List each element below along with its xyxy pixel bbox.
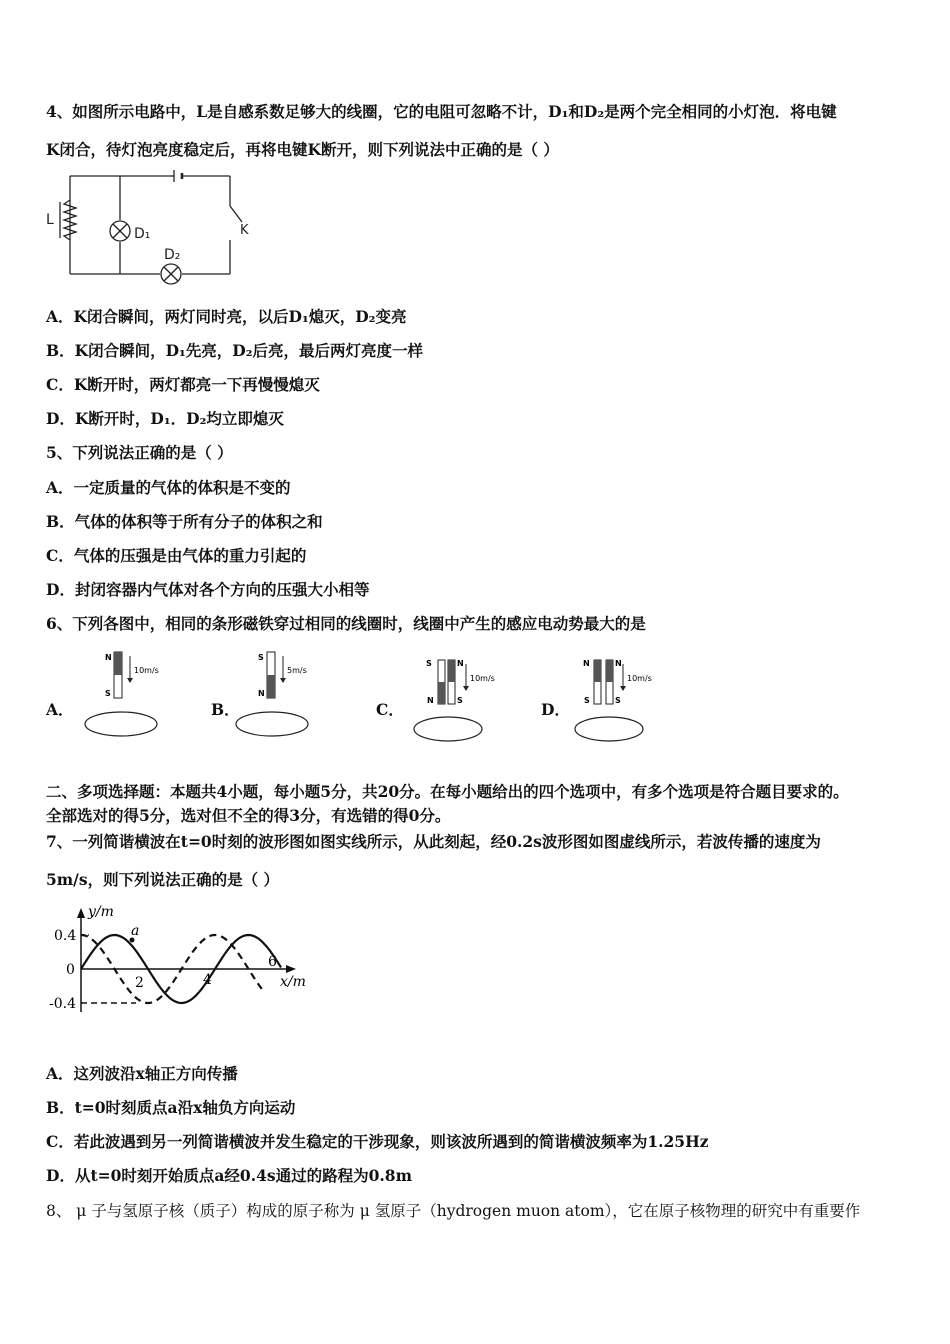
- q6-choice-d-letter: D．: [541, 700, 570, 719]
- q6-choice-c-letter: C．: [376, 700, 404, 719]
- q4-stem-line1: 4、如图所示电路中，L是自感系数足够大的线圈，它的电阻可忽略不计，D₁和D₂是两个完全相同的小灯泡．将电键: [46, 102, 837, 121]
- q6d-right-top: N: [615, 659, 622, 668]
- q6b-pole-bottom: N: [258, 689, 265, 698]
- y-axis-label: y/m: [88, 904, 114, 920]
- q6c-speed: 10m/s: [470, 674, 495, 683]
- x-axis-label: x/m: [280, 974, 306, 990]
- section2-line2: 全部选对的得5分，选对但不全的得3分，有选错的得0分。: [46, 806, 451, 825]
- q5-option-a: A．一定质量的气体的体积是不变的: [46, 478, 291, 497]
- q6-choice-c-figure: [410, 648, 510, 746]
- q6d-left-bottom: S: [584, 696, 590, 705]
- y-tick-neg0.4: -0.4: [49, 996, 76, 1012]
- switch-k-label: K: [240, 223, 249, 238]
- q4-circuit-diagram: [40, 168, 260, 288]
- q8-stem: 8、 μ 子与氢原子核（质子）构成的原子称为 μ 氢原子（hydrogen muon atom），它在原子核物理的研究中有重要作: [46, 1202, 861, 1220]
- q7-stem-line1: 7、一列简谐横波在t=0时刻的波形图如图实线所示，从此刻起，经0.2s波形图如图虚线所示，若波传播的速度为: [46, 832, 821, 851]
- lamp-d1-label: D₁: [134, 226, 151, 242]
- q7-option-c: C．若此波遇到另一列简谐横波并发生稳定的干涉现象，则该波所遇到的简谐横波频率为1.25Hz: [46, 1132, 709, 1151]
- q6-choice-a-letter: A．: [46, 700, 74, 719]
- q7-option-a: A．这列波沿x轴正方向传播: [46, 1064, 238, 1083]
- y-tick-0.4: 0.4: [54, 928, 77, 944]
- q6-choice-b-letter: B．: [211, 700, 240, 719]
- q6d-left-top: N: [583, 659, 590, 668]
- q6-stem: 6、下列各图中，相同的条形磁铁穿过相同的线圈时，线圈中产生的感应电动势最大的是: [46, 614, 646, 633]
- q6c-right-bottom: S: [457, 696, 463, 705]
- q6c-left-bottom: N: [427, 696, 434, 705]
- lamp-d2-label: D₂: [164, 247, 181, 263]
- q6c-right-top: N: [457, 659, 464, 668]
- q6b-speed: 5m/s: [287, 666, 307, 675]
- x-tick-2: 2: [135, 975, 144, 991]
- q5-option-b: B．气体的体积等于所有分子的体积之和: [46, 512, 323, 531]
- q6b-pole-top: S: [258, 653, 264, 662]
- q6-choice-d-figure: [572, 648, 672, 746]
- point-a-label: a: [131, 923, 140, 939]
- q7-option-d: D．从t=0时刻开始质点a经0.4s通过的路程为0.8m: [46, 1166, 412, 1185]
- q5-option-d: D．封闭容器内气体对各个方向的压强大小相等: [46, 580, 370, 599]
- q4-stem-line2: K闭合，待灯泡亮度稳定后，再将电键K断开，则下列说法中正确的是（ ）: [46, 140, 559, 159]
- coil-label: L: [46, 212, 54, 228]
- q6a-pole-bottom: S: [105, 689, 111, 698]
- q6d-speed: 10m/s: [627, 674, 652, 683]
- q7-stem-line2: 5m/s，则下列说法正确的是（ ）: [46, 870, 279, 889]
- x-tick-6: 6: [268, 954, 277, 970]
- q6-choice-a-figure: [82, 648, 172, 743]
- q6a-speed: 10m/s: [134, 666, 159, 675]
- q6-choice-b-figure: [234, 648, 324, 743]
- x-tick-4: 4: [203, 972, 212, 988]
- q5-option-c: C．气体的压强是由气体的重力引起的: [46, 546, 307, 565]
- q4-option-b: B．K闭合瞬间，D₁先亮，D₂后亮，最后两灯亮度一样: [46, 341, 424, 360]
- q6a-pole-top: N: [105, 653, 112, 662]
- y-tick-0: 0: [66, 962, 75, 978]
- q7-option-b: B．t=0时刻质点a沿x轴负方向运动: [46, 1098, 296, 1117]
- q6d-right-bottom: S: [615, 696, 621, 705]
- q4-option-d: D．K断开时，D₁．D₂均立即熄灭: [46, 409, 284, 428]
- q5-stem: 5、下列说法正确的是（ ）: [46, 443, 233, 462]
- q6c-left-top: S: [426, 659, 432, 668]
- q4-option-a: A．K闭合瞬间，两灯同时亮，以后D₁熄灭，D₂变亮: [46, 307, 407, 326]
- section2-line1: 二、多项选择题：本题共4小题，每小题5分，共20分。在每小题给出的四个选项中，有多个选项是符合题目要求的。: [46, 782, 849, 801]
- q7-wave-graph: [44, 902, 314, 1022]
- q4-option-c: C．K断开时，两灯都亮一下再慢慢熄灭: [46, 375, 320, 394]
